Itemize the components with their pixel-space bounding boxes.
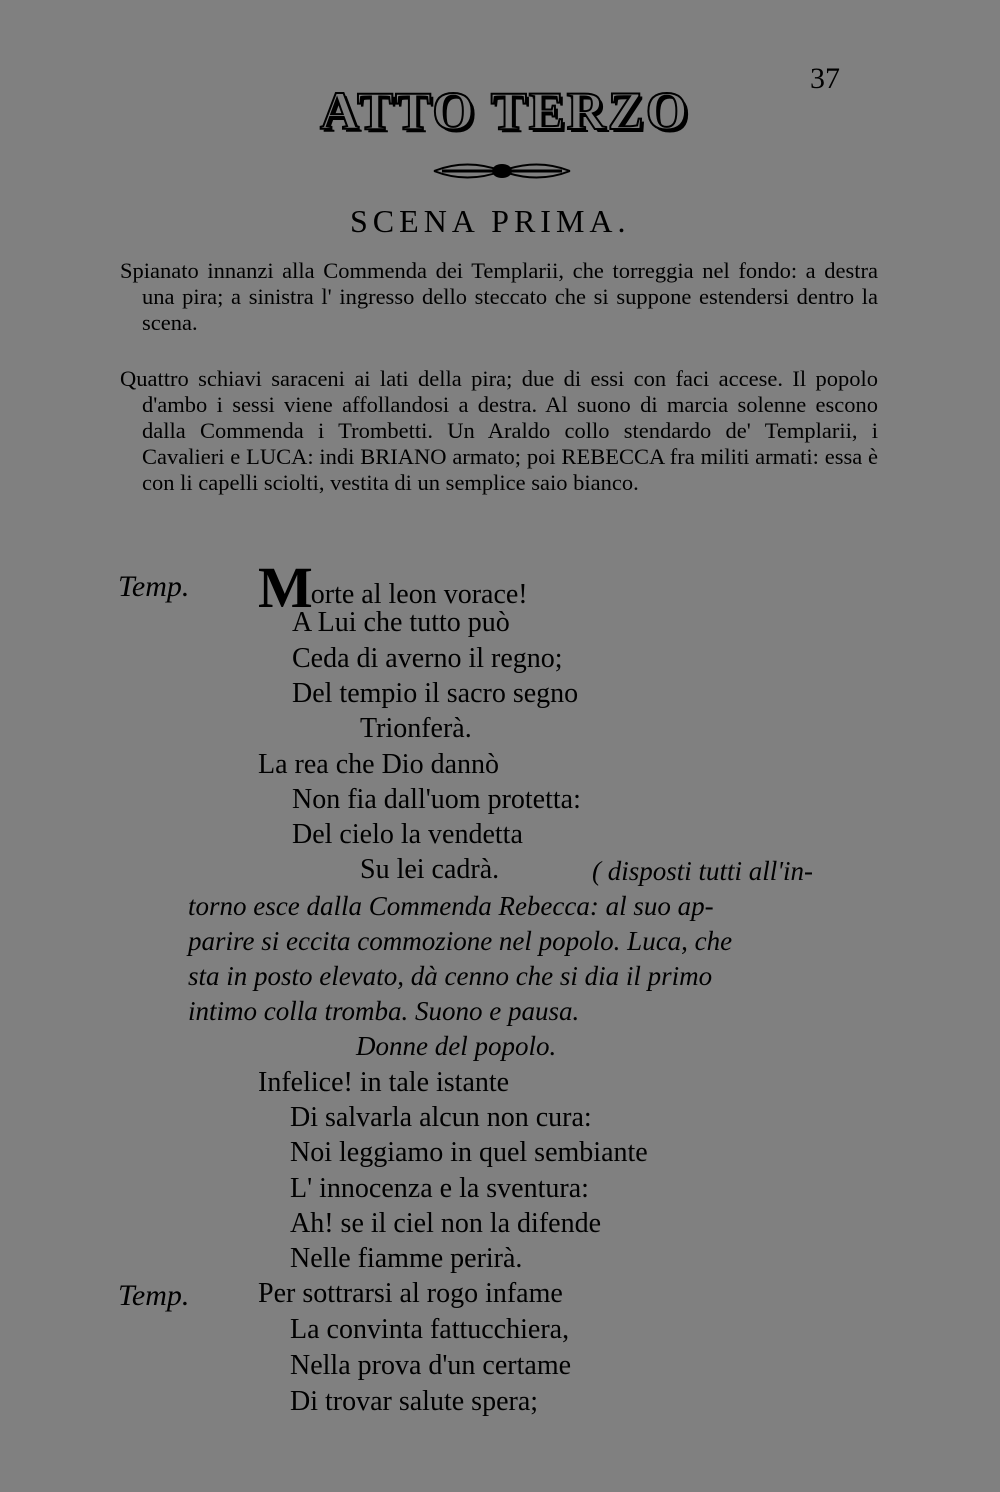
italic-direction-line: intimo colla tromba. Suono e pausa. xyxy=(188,996,580,1026)
chorus-heading: Donne del popolo. xyxy=(356,1031,557,1061)
verse-line: Nelle fiamme perirà. xyxy=(290,1243,523,1274)
italic-direction-line: ( disposti tutti all'in- xyxy=(592,856,814,886)
verse-line: La rea che Dio dannò xyxy=(258,749,499,780)
verse-line: Noi leggiamo in quel sembiante xyxy=(290,1137,648,1168)
verse-line: La convinta fattucchiera, xyxy=(290,1314,570,1345)
verse-line: Su lei cadrà. xyxy=(360,854,500,885)
verse-line: Trionferà. xyxy=(360,713,472,744)
verse-line: L' innocenza e la sventura: xyxy=(290,1173,589,1204)
act-title: ATTO TERZO xyxy=(320,81,690,141)
page-number: 37 xyxy=(810,62,840,95)
verse-line: Non fia dall'uom protetta: xyxy=(292,784,581,815)
verse-line: Morte al leon vorace! xyxy=(258,555,528,620)
verse-line: Per sottrarsi al rogo infame xyxy=(258,1278,563,1309)
italic-direction-line: torno esce dalla Commenda Rebecca: al suo ap- xyxy=(188,891,714,921)
italic-direction-line: parire si eccita commozione nel popolo. Luca, che xyxy=(188,926,733,956)
verse-line: Infelice! in tale istante xyxy=(258,1067,510,1098)
verse-line: Del tempio il sacro segno xyxy=(292,678,579,709)
verse-line: A Lui che tutto può xyxy=(292,607,510,638)
speaker-label: Temp. xyxy=(118,1279,190,1312)
drop-cap: M xyxy=(258,555,311,620)
speaker-label: Temp. xyxy=(118,570,190,603)
scene-title: SCENA PRIMA. xyxy=(350,203,631,239)
verse-line: Di trovar salute spera; xyxy=(290,1386,539,1417)
stage-direction-setting: Spianato innanzi alla Commenda dei Templarii, che torreggia nel fondo: a destra una pira; a sinistra l' ingresso dello steccato che si suppone estendersi dentro la scena. xyxy=(120,258,878,335)
verse-line: Del cielo la vendetta xyxy=(292,819,523,850)
ornament-divider xyxy=(432,156,572,186)
stage-direction-entrance: Quattro schiavi saraceni ai lati della pira; due di essi con faci accese. Il popolo d'ambo i sessi viene affollandosi a destra. Al suono di marcia solenne escono dalla Commenda i Trombetti. Un Araldo collo stendardo de' Templarii, i Cavalieri e LUCA: indi BRIANO armato; poi REBECCA fra militi armati: essa è con li capelli sciolti, vestita di un semplice saio bianco. xyxy=(120,366,878,495)
verse-line: Ceda di averno il regno; xyxy=(292,643,563,674)
verse-line: Di salvarla alcun non cura: xyxy=(290,1102,592,1133)
verse-line: Nella prova d'un certame xyxy=(290,1350,572,1381)
verse-line: Ah! se il ciel non la difende xyxy=(290,1208,602,1239)
italic-direction-line: sta in posto elevato, dà cenno che si dia il primo xyxy=(188,961,713,991)
